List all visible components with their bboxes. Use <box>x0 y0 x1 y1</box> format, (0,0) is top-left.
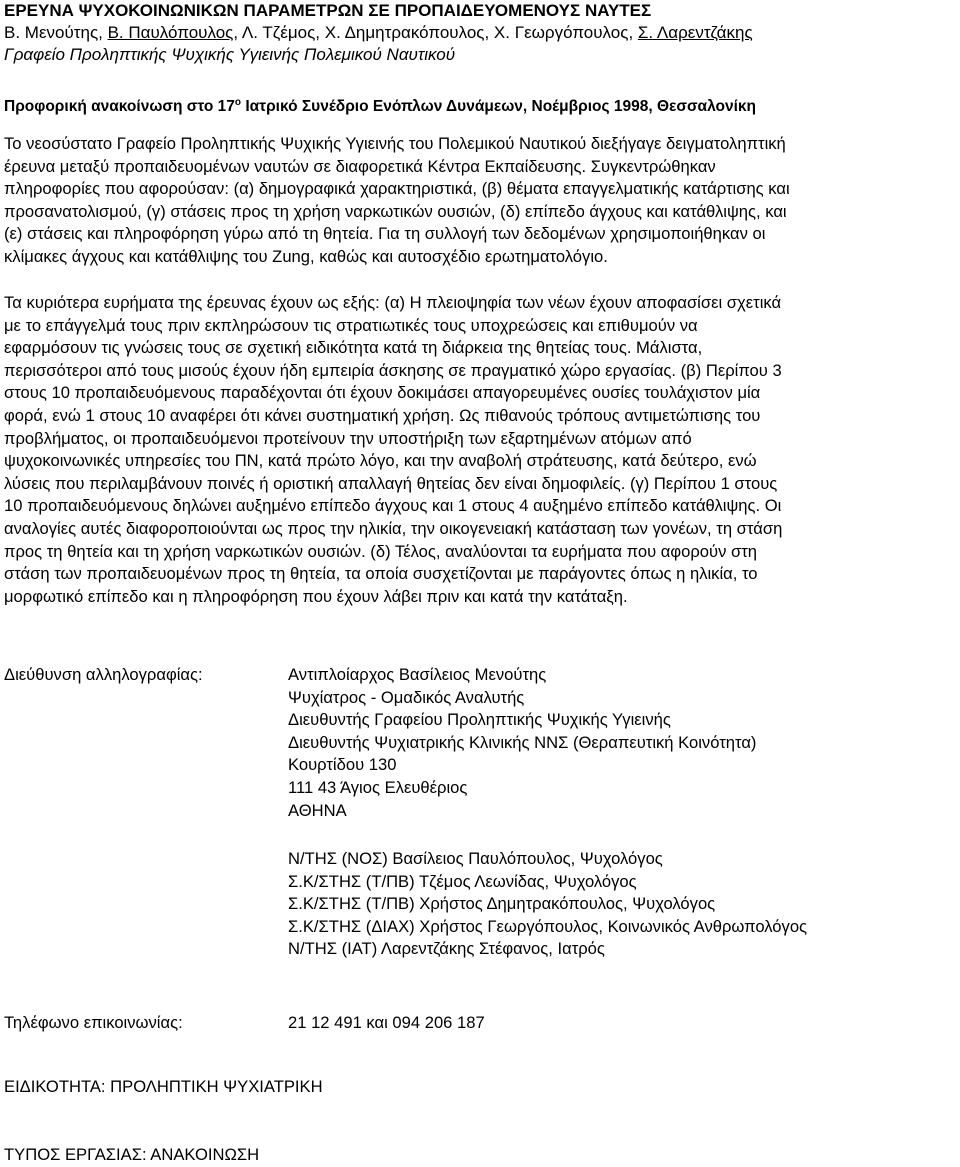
co-authors-list <box>288 848 807 961</box>
abstract-paragraph-2 <box>4 292 956 608</box>
paragraph-line: περισσότεροι από τους μισούς έχουν ήδη εμπειρία άσκησης σε πραγματικό χώρο εργασίας. (β) Περίπου 3 <box>4 360 782 380</box>
co-author-line: Ν/ΤΗΣ (ΝΟΣ) Βασίλειος Παυλόπουλος, Ψυχολόγος <box>288 849 663 868</box>
paragraph-line: προς τη θητεία και τη χρήση ναρκωτικών ουσιών. (δ) Τέλος, αναλύονται τα ευρήματα που αφορούν στη <box>4 541 758 561</box>
address-line: Διευθυντής Γραφείου Προληπτικής Ψυχικής Υγιεινής <box>288 710 671 730</box>
co-author-line: Σ.Κ/ΣΤΗΣ (ΔΙΑΧ) Χρήστος Γεωργόπουλος, Κοινωνικός Ανθρωπολόγος <box>288 916 808 936</box>
co-author-line: Σ.Κ/ΣΤΗΣ (Τ/ΠΒ) Χρήστος Δημητρακόπουλος, Ψυχολόγος <box>288 894 716 914</box>
paragraph-line: στους 10 προπαιδευόμενους παραδέχονται ότι έχουν δοκιμάσει απαγορευμένες ουσίες τουλάχιστον μία <box>4 383 761 403</box>
paragraph-line: μορφωτικό επίπεδο και η πληροφόρηση που έχουν λάβει πριν και κατά την κατάταξη. <box>4 586 628 606</box>
authors-line <box>4 22 956 44</box>
conference-before: Προφορική ανακοίνωση στο 17 <box>4 98 235 115</box>
address-line: 111 43 Άγιος Ελευθέριος <box>288 777 468 797</box>
address-line: Διευθυντής Ψυχιατρικής Κλινικής ΝΝΣ (Θεραπευτική Κοινότητα) <box>288 732 757 752</box>
paragraph-line: προβλήματος, οι προπαιδευόμενοι προτείνουν την υποστήριξη των εξαρτημένων ατόμων από <box>4 428 692 448</box>
paragraph-line: λύσεις που περιλαμβάνουν ποινές ή οριστική απαλλαγή θητείας δεν είναι δημοφιλείς. (γ) Περίπου 1 στους <box>4 473 778 493</box>
work-type-line: ΤΥΠΟΣ ΕΡΓΑΣΙΑΣ: ΑΝΑΚΟΙΝΩΣΗ <box>4 1145 260 1164</box>
author-larentzakis: Σ. Λαρεντζάκης <box>637 23 753 42</box>
conference-after: Ιατρικό Συνέδριο Ενόπλων Δυνάμεων, Νοέμβριος 1998, Θεσσαλονίκη <box>241 98 757 115</box>
document-title: ΕΡΕΥΝΑ ΨΥΧΟΚΟΙΝΩΝΙΚΩΝ ΠΑΡΑΜΕΤΡΩΝ ΣΕ ΠΡΟΠΑΙΔΕΥΟΜΕΝΟΥΣ ΝΑΥΤΕΣ <box>4 1 652 20</box>
paragraph-line: (ε) στάσεις και πληροφόρηση γύρω από τη θητεία. Για τη συλλογή των δεδομένων χρησιμοποιήθηκαν οι <box>4 224 766 244</box>
paragraph-line: εφαρμόσουν τις γνώσεις τους σε σχετική ειδικότητα κατά τη διάρκεια της θητείας τους. Μάλιστα, <box>4 338 703 358</box>
paragraph-line: ψυχοκοινωνικές υπηρεσίες του ΠΝ, κατά πρώτο λόγο, και την αναβολή στράτευσης, κατά δεύτερο, ενώ <box>4 451 757 471</box>
conference-line <box>4 97 956 117</box>
paragraph-line: στάση των προπαιδευομένων προς τη θητεία, τα οποία συσχετίζονται με παράγοντες όπως η ηλικία, το <box>4 564 758 584</box>
author-pavlopoulos: Β. Παυλόπουλος <box>107 23 234 42</box>
paragraph-line: με το επάγγελμά τους πριν εκπληρώσουν τις στρατιωτικές τους υποχρεώσεις και επιθυμούν να <box>4 315 698 335</box>
paragraph-line: φορά, ενώ 1 στους 10 αναφέρει ότι κάνει συστηματική χρήση. Ως πιθανούς τρόπους αντιμετώπισης του <box>4 405 761 425</box>
paragraph-line: Τα κυριότερα ευρήματα της έρευνας έχουν ως εξής: (α) Η πλειοψηφία των νέων έχουν αποφασίσει σχετικά <box>4 293 782 312</box>
address-line: ΑΘΗΝΑ <box>288 800 347 820</box>
paragraph-line: 10 προπαιδευόμενους δηλώνει αυξημένο επίπεδο άγχους και 1 στους 4 αυξημένο επίπεδο κατάθλιψης. Οι <box>4 496 782 516</box>
paragraph-line: προσανατολισμού, (γ) στάσεις προς τη χρήση ναρκωτικών ουσιών, (δ) επίπεδο άγχους και κατάθλιψης, και <box>4 201 787 221</box>
office-line: Γραφείο Προληπτικής Ψυχικής Υγιεινής Πολεμικού Ναυτικού <box>4 45 456 64</box>
paragraph-line: πληροφορίες που αφορούσαν: (α) δημογραφικά χαρακτηριστικά, (β) θέματα επαγγελματικής κατάρτισης και <box>4 179 790 199</box>
address-line: Κουρτίδου 130 <box>288 755 397 775</box>
address-line: Ψυχίατρος - Ομαδικός Αναλυτής <box>288 687 525 707</box>
co-author-line: Σ.Κ/ΣΤΗΣ (Τ/ΠΒ) Τζέμος Λεωνίδας, Ψυχολόγος <box>288 871 637 891</box>
conference-superscript: ο <box>234 97 242 108</box>
paragraph-line: κλίμακες άγχους και κατάθλιψης του Zung, καθώς και αυτοσχέδιο ερωτηματολόγιο. <box>4 246 608 266</box>
paragraph-line: Το νεοσύστατο Γραφείο Προληπτικής Ψυχικής Υγιεινής του Πολεμικού Ναυτικού διεξήγαγε δειγματοληπτική <box>4 134 786 153</box>
specialty-line: ΕΙΔΙΚΟΤΗΤΑ: ΠΡΟΛΗΠΤΙΚΗ ΨΥΧΙΑΤΡΙΚΗ <box>4 1077 323 1096</box>
co-author-line: Ν/ΤΗΣ (ΙΑΤ) Λαρεντζάκης Στέφανος, Ιατρός <box>288 939 605 959</box>
abstract-paragraph-1 <box>4 133 956 269</box>
author-menoutis: Β. Μενούτης, <box>4 23 108 42</box>
phone-value: 21 12 491 και 094 206 187 <box>288 1013 485 1032</box>
correspondence-address <box>288 664 756 822</box>
phone-label: Τηλέφωνο επικοινωνίας: <box>4 1013 183 1032</box>
paragraph-line: έρευνα μεταξύ προπαιδευομένων ναυτών σε διαφορετικά Κέντρα Εκπαίδευσης. Συγκεντρώθηκαν <box>4 156 716 176</box>
title-block <box>4 0 956 66</box>
authors-middle: , Λ. Τζέμος, Χ. Δημητρακόπουλος, Χ. Γεωργόπουλος, <box>233 23 638 42</box>
address-line: Αντιπλοίαρχος Βασίλειος Μενούτης <box>288 665 547 684</box>
correspondence-label: Διεύθυνση αλληλογραφίας: <box>4 665 203 684</box>
paragraph-line: αναλογίες αυτές διαφοροποιούνται ως προς την ηλικία, την οικογενειακή κατάσταση των γονέων, τη στάση <box>4 518 783 538</box>
